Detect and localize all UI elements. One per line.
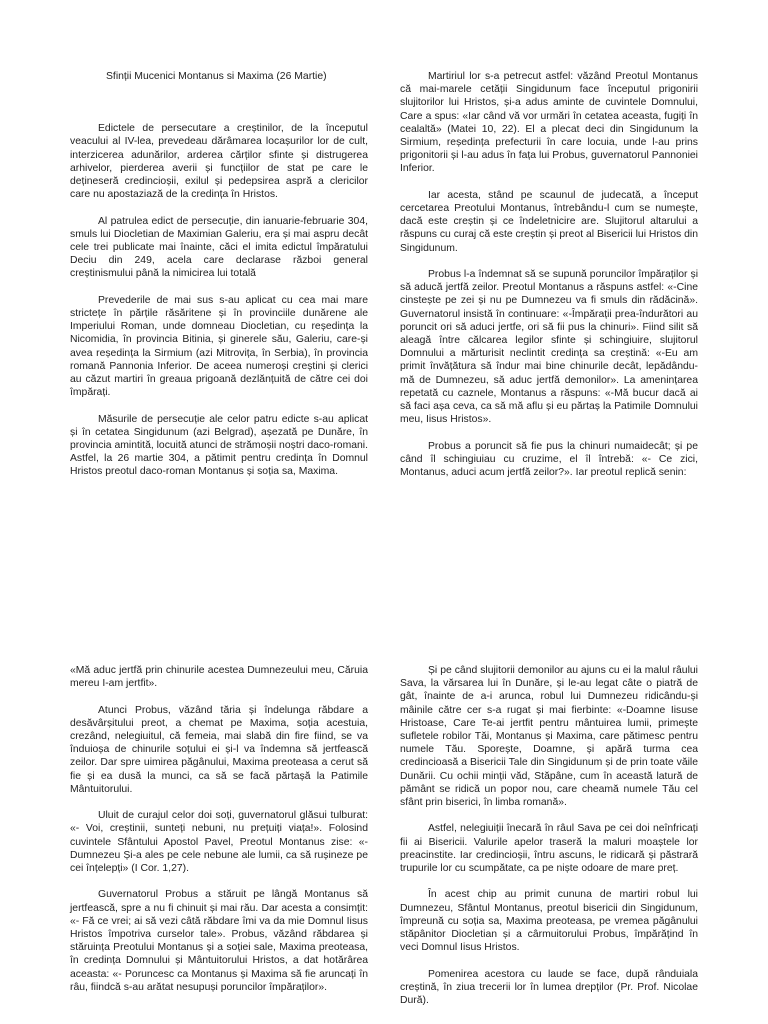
paragraph: Prevederile de mai sus s-au aplicat cu cea mai mare strictețe în părțile răsăritene și în provinciile dunărene ale Imperiului Roman, unde domneau Diocletian, cu reședința la Nicomidia, în provincia Bitinia, și ginerele său, Galeriu, care-și avea reședința la Sirmium (azi Mitrovița, în Serbia), în provincia romană Pannonia Inferior. De aceea numeroși creștini și clerici au căzut martiri în greaua prigoană dezlănțuită de către cei doi împărați. [70,294,368,399]
paragraph: Martiriul lor s-a petrecut astfel: văzând Preotul Montanus că mai-marele cetății Singidunum face începutul prigonirii slujitorilor lui Hristos, și-a adus aminte de cuvintele Domnului, Care a spus: «Iar când vă vor urmări în cetatea aceasta, fugiți în cealaltă» (Matei 10, 22). El a plecat deci din Singidunum la Sirmium, reședința prefecturii în care locuia, unde l-au prins prigonitorii și l-au adus în fața lui Probus, guvernatorul Pannoniei Inferior. [400,71,698,175]
column-1 [70,70,368,492]
paragraph: Uluit de curajul celor doi soți, guvernatorul glăsui tulburat: «- Voi, creștinii, sunteți nebuni, nu prețuiți viața!». Folosind cuvintele Sfântului Apostol Pavel, Preotul Montanus zise: «-Dumnezeu Și-a ales pe cele nebune ale lumii, ca să rușineze pe cei înțelepți» (I Cor. 1,27). [70,810,368,875]
column-2 [400,70,698,492]
paragraph: Edictele de persecutare a creștinilor, de la începutul veacului al IV-lea, prevedeau dărâmarea locașurilor lor de cult, interzicerea adunărilor, arderea cărților sfinte și distrugerea arhivelor, pierderea averii și funcțiilor de stat pe care le dețineseră credincioșii, exilul și pedepsirea aspră a clericilor care nu apostaziază de la credința în Hristos. [70,123,368,201]
paragraph: Probus l-a îndemnat să se supună poruncilor împăraților și să aducă jertfă zeilor. Preotul Montanus a răspuns astfel: «-Cine cinstește pe zei și nu pe Dumnezeu va fi smuls din rădăcină». Guvernatorul insistă în continuare: «-Împărații prea-îndurători au poruncit ori să aduci jertfe, ori să fii pus la chinuri». Fiind silit să aleagă între călcarea legilor sfinte și schingiuire, slujitorul Domnului a mărturisit neclintit credința sa creștină: «-Eu am primit învățătura să îndur mai bine chinurile decât, lepădându-mă de Dumnezeu, să aduc jertfă demonilor». La amenințarea repetată cu caznele, Montanus a răspuns: «-Mă bucur dacă ai să faci așa ceva, ca să mă aflu și eu părtaș la Patimile Domnului meu, Iisus Hristos». [400,269,698,426]
paragraph: Iar acesta, stând pe scaunul de judecată, a început cercetarea Preotului Montanus, întrebându-l cum se numește, dacă este creștin și ce îndeletnicire are. Slujitorul altarului a răspuns cu curaj că este creștin și preot al Bisericii lui Hristos din Singidunum. [400,189,698,254]
paragraph: Măsurile de persecuție ale celor patru edicte s-au aplicat și în cetatea Singidunum (azi Belgrad), așezată pe Dunăre, în provincia amintită, locuită atunci de strămoșii noștri daco-romani. Astfel, la 26 martie 304, a pătimit pentru credința în Domnul Hristos preotul daco-roman Montanus și soția sa, Maxima. [70,413,368,478]
column-3 [70,664,368,1007]
column-4 [400,664,698,1020]
paragraph: Guvernatorul Probus a stăruit pe lângă Montanus să jertfească, spre a nu fi chinuit și mai rău. Dar acesta a consimțit: «- Fă ce vrei; ai să vezi câtă răbdare îmi va da mie Domnul Iisus Hristos împotriva curselor tale». Probus, văzând răbdarea și stăruința Preotului Montanus și a soției sale, Maxima preoteasa, în credința Domnului și Mântuitorului Hristos, a dat hotărârea aceasta: «- Poruncesc ca Montanus și Maxima să fie aruncați în râu, fiindcă s-au arătat nesupuși poruncilor împăraților». [70,889,368,993]
paragraph: Probus a poruncit să fie pus la chinuri numaidecât; și pe când îl schingiuiau cu cruzime, el îl întrebă: «- Ce zici, Montanus, aduci acum jertfă zeilor?». Iar preotul replică senin: [400,440,698,479]
paragraph: În acest chip au primit cununa de martiri robul lui Dumnezeu, Sfântul Montanus, preotul bisericii din Singidunum, împreună cu soția sa, Maxima preoteasa, pe vremea păgânului stăpânitor Diocletian și a cârmuitorului Probus, împărățind în veci Domnul Iisus Hristos. [400,889,698,954]
paragraph: «Mă aduc jertfă prin chinurile acestea Dumnezeului meu, Căruia mereu I-am jertfit». [70,665,368,690]
paragraph: Pomenirea acestora cu laude se face, după rânduiala creștină, în ziua trecerii lor în lumea drepților (Pr. Prof. Nicolae Dură). [400,968,698,1007]
paragraph: Și pe când slujitorii demonilor au ajuns cu ei la malul râului Sava, la vărsarea lui în Dunăre, și le-au legat câte o piatră de gât, înainte de a-i arunca, robul lui Dumnezeu ridicându-și mâinile către cer s-a rugat și mai fierbinte: «-Doamne Iisuse Hristoase, Care Te-ai jertfit pentru mântuirea lumii, primește sufletele robilor Tăi, Montanus și Maxima, care pătimesc pentru numele Tău. Sporește, Doamne, și apără turma cea credincioasă a Bisericii Tale din Singidunum și de prin toate văile Dunării. Cu ochii minții văd, Stăpâne, cum în această latură de pământ se ridică un popor nou, care cheamă numele Tău cel sfânt prin biserici, în limba romană». [400,665,698,809]
document-title: Sfinții Mucenici Montanus si Maxima (26 Martie) [106,71,327,82]
paragraph: Al patrulea edict de persecuție, din ianuarie-februarie 304, smuls lui Diocletian de Maximian Galeriu, era și mai aspru decât cele trei publicate mai înainte, căci el imita edictul împăratului Deciu din 249, acela care declarase război general creștinismului până la nimicirea lui totală [70,215,368,280]
paragraph: Atunci Probus, văzând tăria și îndelunga răbdare a desăvârșitului preot, a chemat pe Maxima, soția acestuia, crezând, nelegiuitul, că femeia, mai slabă din fire fiind, se va înduioșa de chinurile soțului ei și-l va îndemna să jertfească zeilor. Dar spre uimirea păgânului, Maxima preoteasa a cerut să fie și ea dusă la munci, ca să se facă părtașă la Patimile Mântuitorului. [70,704,368,795]
paragraph: Astfel, nelegiuiții înecară în râul Sava pe cei doi neînfricați fii ai Bisericii. Valurile apelor traseră la maluri moaștele lor preacinstite. Iar credincioșii, întru ascuns, le ridicară și păstrară trupurile lor cu scumpătate, ca pe niște odoare de mare preț. [400,823,698,875]
